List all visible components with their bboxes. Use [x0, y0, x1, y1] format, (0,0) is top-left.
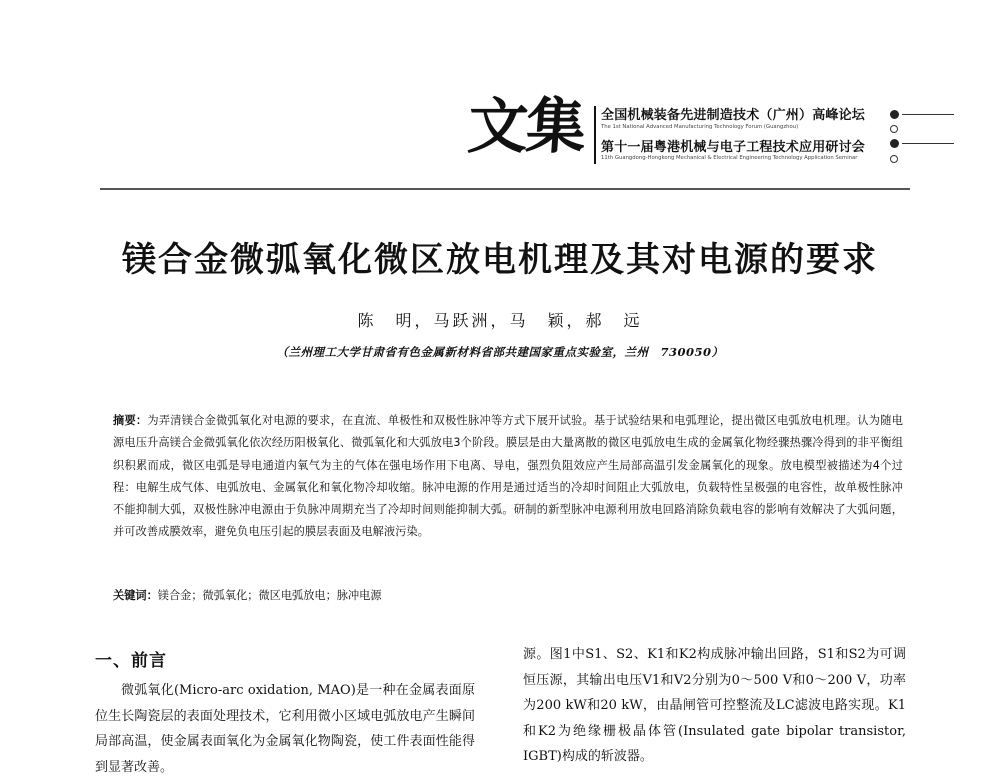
conference-name-1-english: The 1st National Advanced Manufacturing Technology Forum (Guangzhou) — [601, 124, 799, 130]
header-deco-line — [902, 114, 954, 115]
keywords-label: 关键词： — [113, 589, 158, 602]
paper-title: 镁合金微弧氧化微区放电机理及其对电源的要求 — [122, 240, 878, 280]
abstract — [113, 410, 903, 544]
section-heading: 一、前言 — [95, 651, 167, 671]
conference-name-2-english: 11th Guangdong-Hongkong Mechanical & Electrical Engineering Technology Application Seminar — [601, 155, 858, 161]
header-dot-icon — [890, 139, 899, 148]
conference-name-1: 全国机械装备先进制造技术（广州）高峰论坛 — [601, 108, 866, 123]
header-dot-icon — [890, 110, 899, 119]
paper-affiliation: （兰州理工大学甘肃省有色金属新材料省部共建国家重点实验室，兰州 730050） — [276, 345, 724, 359]
header-deco-line — [902, 143, 954, 144]
body-right-column: 源。图1中S1、S2、K1和K2构成脉冲输出回路，S1和S2为可调恒压源，其输出电压V1和V2分别为0～500 V和0～200 V，功率为200 kW和20 kW，由晶闸管可控整流及LC滤波电路实现。K1和K2为绝缘栅极晶体管(Insulated gate bipolar transistor, IGBT)构成的斩波器。 — [523, 647, 906, 764]
conference-name-2: 第十一届粤港机械与电子工程技术应用研讨会 — [601, 140, 866, 155]
paper-authors: 陈 明，马跃洲，马 颖，郝 远 — [357, 311, 643, 330]
keywords-text: 镁合金；微弧氧化；微区电弧放电；脉冲电源 — [157, 589, 382, 602]
header-rule — [100, 188, 910, 190]
abstract-text: 为弄清镁合金微弧氧化对电源的要求，在直流、单极性和双极性脉冲等方式下展开试验。基于试验结果和电弧理论，提出微区电弧放电机理。认为随电源电压升高镁合金微弧氧化依次经历阳极氧化、微弧氧化和大弧放电3个阶段。膜层是由大量离散的微区电弧放电生成的金属氧化物经骤热骤冷得到的非平衡组织积累而成，微区电弧是导电通道内氧气为主的气体在强电场作用下电离、导电，强烈负阻效应产生局部高温引发金属氧化的现象。放电模型被描述为4个过程：电解生成气体、电弧放电、金属氧化和氧化物冷却收缩。脉冲电源的作用是通过适当的冷却时间阻止大弧放电，负载特性呈极强的电容性，故单极性脉冲不能抑制大弧，双极性脉冲电源由于负脉冲周期充当了冷却时间则能抑制大弧。研制的新型脉冲电源利用放电回路消除负载电容的影响有效解决了大弧问题，并可改善成膜效率，避免负电压引起的膜层表面及电解液污染。 — [113, 414, 903, 539]
header-ring-icon — [890, 125, 898, 133]
proceedings-logo: 文集 — [465, 92, 587, 162]
abstract-label: 摘要： — [113, 414, 148, 427]
header-divider — [594, 106, 596, 164]
keywords — [113, 587, 903, 603]
header-ring-icon — [890, 155, 898, 163]
body-left-column: 微弧氧化(Micro-arc oxidation, MAO)是一种在金属表面原位生长陶瓷层的表面处理技术，它利用微小区域电弧放电产生瞬间局部高温，使金属表面氧化为金属氧化物陶瓷，使工件表面性能得到显著改善。 — [95, 683, 475, 775]
